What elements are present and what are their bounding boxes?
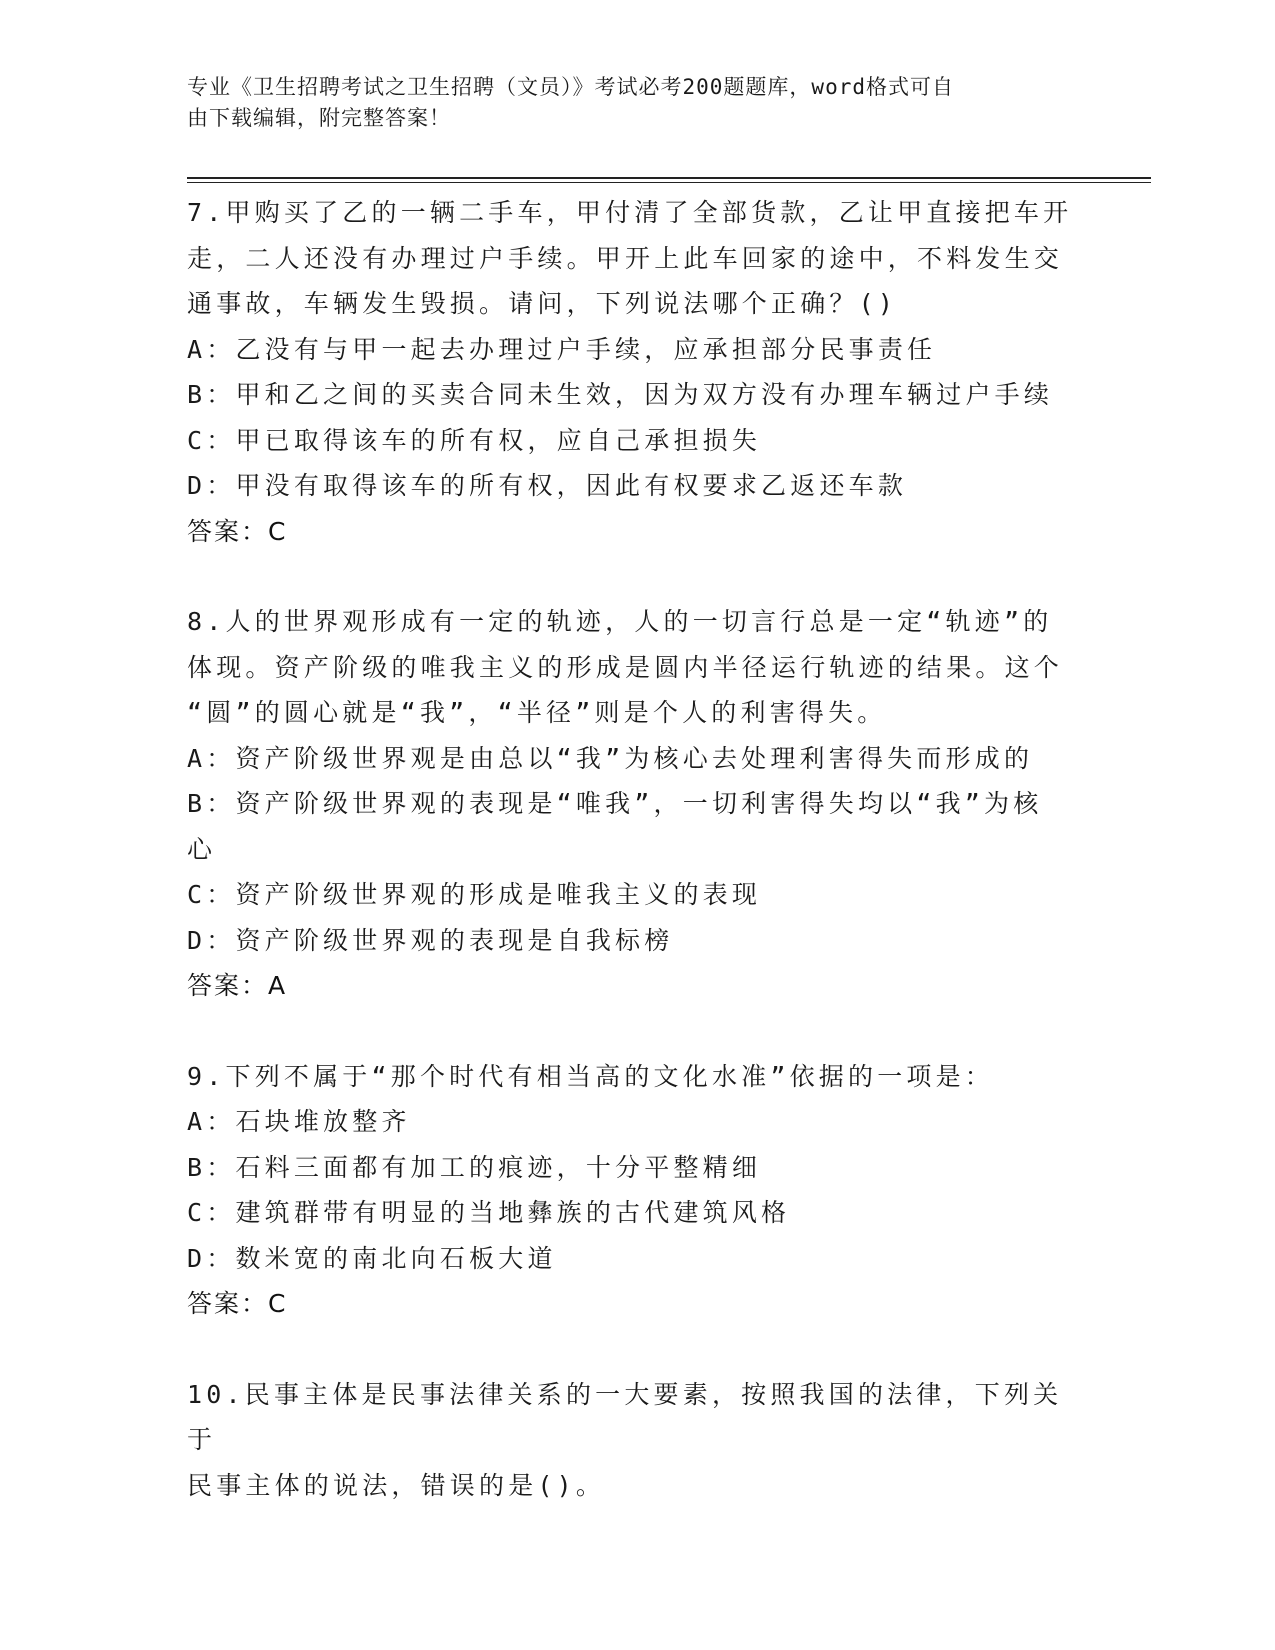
question-stem: 10.民事主体是民事法律关系的一大要素，按照我国的法律，下列关于 [187,1379,1063,1454]
option-b: B：甲和乙之间的买卖合同未生效，因为双方没有办理车辆过户手续 [187,380,1054,409]
header-line: 专业《卫生招聘考试之卫生招聘（文员）》考试必考200题题库，word格式可自 [187,75,954,99]
question-9 [187,1054,1087,1327]
option-a: A：资产阶级世界观是由总以“我”为核心去处理利害得失而形成的 [187,743,1034,773]
question-stem: 通事故，车辆发生毁损。请问，下列说法哪个正确？() [187,289,898,318]
option-a: A：石块堆放整齐 [187,1107,411,1136]
option-d: D：甲没有取得该车的所有权，因此有权要求乙返还车款 [187,471,908,500]
question-stem: 民事主体的说法，错误的是()。 [187,1470,606,1500]
option-c: C：建筑群带有明显的当地彝族的古代建筑风格 [187,1198,791,1227]
header-line: 由下载编辑，附完整答案！ [187,106,451,130]
question-stem: 8.人的世界观形成有一定的轨迹，人的一切言行总是一定“轨迹”的 [187,607,1053,636]
option-a: A：乙没有与甲一起去办理过户手续，应承担部分民事责任 [187,334,937,364]
question-7 [187,190,1087,554]
option-c: C：资产阶级世界观的形成是唯我主义的表现 [187,880,762,909]
answer: 答案：A [187,971,288,1000]
question-stem: 走，二人还没有办理过户手续。甲开上此车回家的途中，不料发生交 [187,243,1064,273]
question-8 [187,599,1087,1009]
header-divider-thin [187,182,1151,183]
question-stem: “圆”的圆心就是“我”，“半径”则是个人的利害得失。 [187,698,887,727]
question-10 [187,1372,1087,1509]
question-stem: 体现。资产阶级的唯我主义的形成是圆内半径运行轨迹的结果。这个 [187,652,1064,682]
question-stem: 9.下列不属于“那个时代有相当高的文化水准”依据的一项是： [187,1061,995,1091]
option-c: C：甲已取得该车的所有权，应自己承担损失 [187,425,762,455]
header-divider [187,177,1151,179]
question-list [187,190,1087,1553]
option-d: D：数米宽的南北向石板大道 [187,1243,557,1273]
document-header [187,72,1067,134]
answer: 答案：C [187,516,288,546]
option-b: B：资产阶级世界观的表现是“唯我”，一切利害得失均以“我”为核 [187,789,1043,818]
option-b-continued: 心 [187,834,217,864]
option-d: D：资产阶级世界观的表现是自我标榜 [187,925,674,955]
question-stem: 7.甲购买了乙的一辆二手车，甲付清了全部货款，乙让甲直接把车开 [187,198,1073,227]
option-b: B：石料三面都有加工的痕迹，十分平整精细 [187,1152,762,1182]
answer: 答案：C [187,1289,288,1318]
